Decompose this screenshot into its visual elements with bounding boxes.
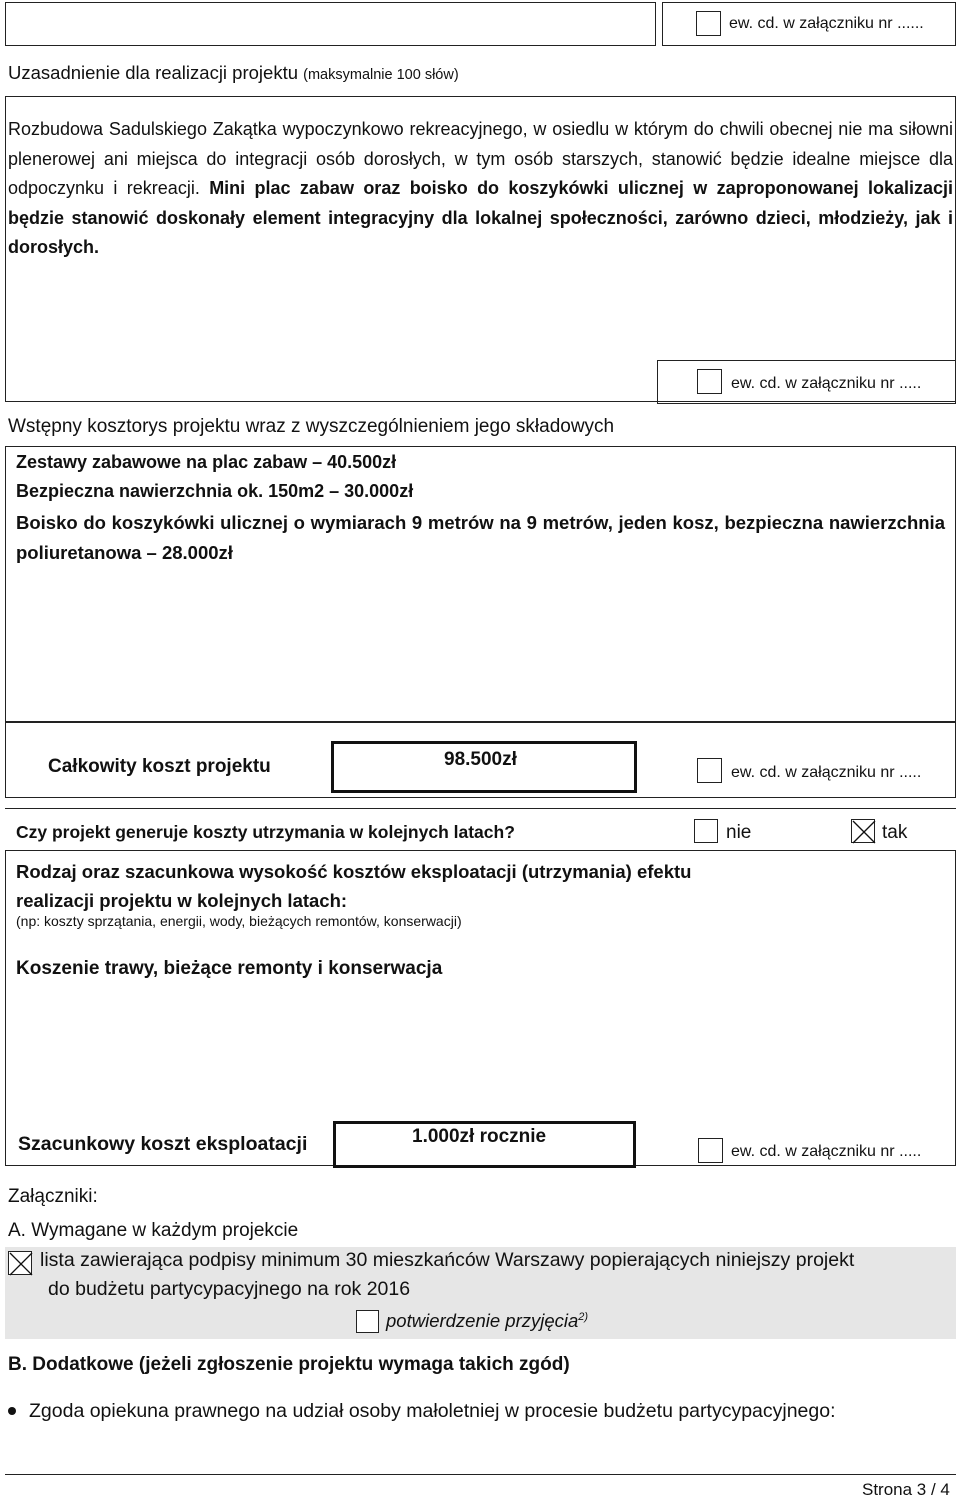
- maintenance-yes-label: tak: [882, 822, 908, 843]
- maintenance-type-title: Rodzaj oraz szacunkowa wysokość kosztów eksploatacji (utrzymania) efektu realizacji projektu w kolejnych latach:: [16, 861, 692, 911]
- bullet-dot-icon: [8, 1407, 16, 1415]
- checkmark-x-icon: [9, 1252, 33, 1276]
- attachment-checkbox-2[interactable]: [697, 369, 722, 394]
- justification-limit-note: (maksymalnie 100 słów): [303, 67, 459, 83]
- bullet-b1: Zgoda opiekuna prawnego na udział osoby małoletniej w procesie budżetu partycypacyjnego:: [29, 1400, 836, 1422]
- maintenance-no-checkbox[interactable]: [694, 819, 718, 843]
- cost-estimate-title: Wstępny kosztorys projektu wraz z wyszczególnieniem jego składowych: [8, 416, 615, 437]
- maintenance-yes-checkbox[interactable]: [851, 819, 875, 843]
- cost-line-2: Bezpieczna nawierzchnia ok. 150m2 – 30.000zł: [16, 481, 414, 501]
- section-b-title: B. Dodatkowe (jeżeli zgłoszenie projektu wymaga takich zgód): [8, 1354, 570, 1375]
- maintenance-type-note: (np: koszty sprzątania, energii, wody, bieżących remontów, konserwacji): [16, 913, 462, 929]
- section-a-title: A. Wymagane w każdym projekcie: [8, 1220, 299, 1241]
- maintenance-no-label: nie: [726, 822, 752, 843]
- confirmation-text: potwierdzenie przyjęcia: [386, 1310, 579, 1331]
- justification-text-bold: Mini plac zabaw oraz boisko do koszykówki ulicznej w zaproponowanej lokalizacji będzie stanowić doskonały element integracyjny dla lokalnej społeczności, zarówno dzieci, młodzieży, jak i dorosłych.: [8, 178, 953, 257]
- signature-list-line2: do budżetu partycypacyjnego na rok 2016: [48, 1278, 411, 1300]
- checkmark-x-icon: [852, 820, 876, 844]
- justification-title-row: [8, 62, 459, 84]
- page-number: Strona 3 / 4: [862, 1480, 950, 1499]
- confirmation-footnote: 2): [578, 1310, 589, 1323]
- attachment-checkbox-4[interactable]: [698, 1138, 723, 1163]
- attachment-hint-2: ew. cd. w załączniku nr .....: [731, 375, 922, 392]
- attachment-hint-1: ew. cd. w załączniku nr ......: [729, 15, 924, 32]
- total-cost-value: 98.500zł: [444, 749, 517, 770]
- attachment-checkbox-1[interactable]: [696, 11, 721, 36]
- attachment-hint-4: ew. cd. w załączniku nr .....: [731, 1143, 922, 1160]
- signature-list-line1: lista zawierająca podpisy minimum 30 mieszkańców Warszawy popierających niniejszy projekt: [40, 1249, 855, 1271]
- maintenance-question: Czy projekt generuje koszty utrzymania w kolejnych latach?: [16, 822, 515, 842]
- cost-line-1: Zestawy zabawowe na plac zabaw – 40.500zł: [16, 452, 397, 472]
- maintenance-answer: Koszenie trawy, bieżące remonty i konserwacja: [16, 958, 443, 979]
- justification-text-normal: Rozbudowa Sadulskiego Zakątka wypoczynkowo rekreacyjnego, w osiedlu w którym do chwili obecnej nie ma siłowni plenerowej ani miejsca do integracji osób dorosłych, w tym osób starszych, stanowić będzie idealne miejsce dla odpoczynku i rekreacji.: [8, 119, 953, 198]
- signature-list-checkbox[interactable]: [8, 1251, 32, 1275]
- justification-text: [8, 115, 953, 263]
- cost-line-3: Boisko do koszykówki ulicznej o wymiarach 9 metrów na 9 metrów, jeden kosz, bezpieczna nawierzchnia poliuretanowa – 28.000zł: [16, 512, 945, 563]
- confirmation-checkbox[interactable]: [356, 1310, 379, 1333]
- maintenance-divider: [5, 808, 956, 809]
- confirmation-label: [386, 1310, 588, 1332]
- operating-cost-value: 1.000zł rocznie: [412, 1126, 547, 1147]
- justification-title: Uzasadnienie dla realizacji projektu: [8, 62, 298, 83]
- attachment-checkbox-3[interactable]: [697, 758, 722, 783]
- footer-divider: [5, 1474, 956, 1475]
- total-cost-label: Całkowity koszt projektu: [48, 756, 271, 777]
- attachment-hint-3: ew. cd. w załączniku nr .....: [731, 764, 922, 781]
- attachments-title: Załączniki:: [8, 1186, 98, 1207]
- operating-cost-label: Szacunkowy koszt eksploatacji: [18, 1133, 308, 1155]
- top-strip-left: [5, 2, 656, 46]
